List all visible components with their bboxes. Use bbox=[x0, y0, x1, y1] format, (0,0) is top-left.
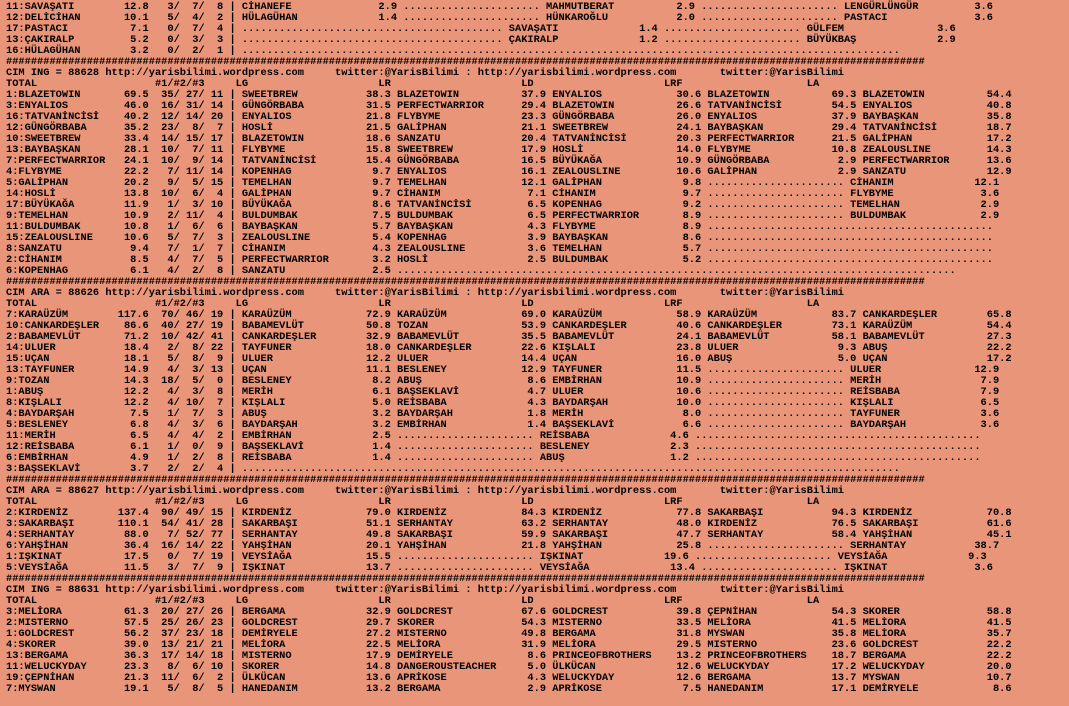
horse-stats-row: 2:MISTERNO 57.5 25/ 26/ 23 | GOLDCREST 29.7 SKORER 54.3 MISTERNO 33.5 MELİORA 41.5 MELİORA 41.5 bbox=[6, 617, 1012, 629]
horse-stats-row: 3:MELİORA 61.3 20/ 27/ 26 | BERGAMA 32.9 GOLDCREST 67.6 GOLDCREST 39.8 ÇEPNİHAN 54.3 SKORER 58.8 bbox=[6, 606, 1012, 618]
horse-stats-row: 6:YAHŞİHAN 36.4 16/ 14/ 22 | YAHŞİHAN 20.1 YAHŞİHAN 21.8 YAHŞİHAN 25.8 ...................... SERHANTAY 38.7 bbox=[6, 540, 1000, 552]
separator-line: #################################################################################################################################################### bbox=[6, 573, 925, 585]
horse-stats-row: 16:HÜLAGÜHAN 3.2 0/ 2/ 1 | .......................................................................................................... bbox=[6, 45, 900, 57]
horse-stats-row: 4:BAYDARŞAH 7.5 1/ 7/ 3 | ABUŞ 3.2 BAYDARŞAH 1.8 MERİH 8.0 ...................... TAYFUNER 3.6 bbox=[6, 408, 1000, 420]
horse-stats-row: 5:BESLENEY 6.8 4/ 3/ 6 | BAYDARŞAH 3.2 EMBİRHAN 1.4 BAŞSEKLAVİ 6.6 ...................... BAYDARŞAH 3.6 bbox=[6, 419, 1000, 431]
horse-stats-row: 7:PERFECTWARRIOR 24.1 10/ 9/ 14 | TATVANİNCİSİ 15.4 GÜNGÖRBABA 16.5 BÜYÜKAĞA 10.9 GÜNGÖRBABA 2.9 PERFECTWARRIOR 13.6 bbox=[6, 155, 1012, 167]
horse-stats-row: 11:SAVAŞATI 12.8 3/ 7/ 8 | CİHANEFE 2.9 ...................... MAHMUTBERAT 2.9 ...................... LENGÜRLÜNGÜR 3.6 bbox=[6, 1, 993, 13]
horse-stats-row: 7:MYSWAN 19.1 5/ 8/ 5 | HANEDANIM 13.2 BERGAMA 2.9 APRİKOSE 7.5 HANEDANIM 17.1 DEMİRYELE 8.6 bbox=[6, 683, 1012, 695]
race-header-line: CIM ARA = 88627 http://yarisbilimi.wordpress.com twitter:@YarisBilimi : http://yarisbilimi.wordpress.com twitter:@YarisBilimi bbox=[6, 485, 844, 497]
column-header-line: TOTAL #1/#2/#3 LG LR LD LRF LA bbox=[6, 496, 820, 508]
separator-line: #################################################################################################################################################### bbox=[6, 276, 925, 288]
horse-stats-row: 15:ZEALOUSLINE 10.6 5/ 7/ 3 | ZEALOUSLINE 5.4 KOPENHAG 3.9 BAYBAŞKAN 8.6 .............................................. bbox=[6, 232, 993, 244]
separator-line: #################################################################################################################################################### bbox=[6, 56, 925, 68]
horse-stats-row: 3:SAKARBAŞI 110.1 54/ 41/ 28 | SAKARBAŞI 51.1 SERHANTAY 63.2 SERHANTAY 48.0 KIRDENİZ 76.5 SAKARBAŞI 61.6 bbox=[6, 518, 1012, 530]
horse-stats-row: 1:GOLDCREST 56.2 37/ 23/ 18 | DEMİRYELE 27.2 MISTERNO 49.8 BERGAMA 31.8 MYSWAN 35.8 MELİORA 35.7 bbox=[6, 628, 1012, 640]
horse-stats-row: 2:BABAMEVLÜT 71.2 10/ 42/ 41 | CANKARDEŞLER 32.9 BABAMEVLÜT 35.5 BABAMEVLÜT 24.1 BABAMEVLÜT 58.1 BABAMEVLÜT 27.3 bbox=[6, 331, 1012, 343]
horse-stats-row: 12:REİSBABA 6.1 1/ 0/ 9 | BAŞSEKLAVİ 1.4 ...................... BESLENEY 2.3 .............................................. bbox=[6, 441, 981, 453]
horse-stats-row: 1:ABUŞ 12.2 4/ 3/ 8 | MERİH 6.1 BAŞSEKLAVİ 4.7 ULUER 10.6 ...................... REİSBABA 7.9 bbox=[6, 386, 1000, 398]
horse-stats-row: 5:GALİPHAN 20.2 9/ 5/ 15 | TEMELHAN 9.7 TEMELHAN 12.1 GALİPHAN 9.8 ...................... CİHANIM 12.1 bbox=[6, 177, 1000, 189]
horse-stats-row: 4:SKORER 39.0 13/ 21/ 21 | MELİORA 22.5 MELİORA 31.9 MELİORA 29.5 MISTERNO 23.6 GOLDCREST 22.2 bbox=[6, 639, 1012, 651]
horse-stats-row: 8:KIŞLALI 12.2 4/ 10/ 7 | KIŞLALI 5.0 REİSBABA 4.3 BAYDARŞAH 10.0 ...................... KIŞLALI 6.5 bbox=[6, 397, 1000, 409]
separator-line: #################################################################################################################################################### bbox=[6, 474, 925, 486]
race-header-line: CIM ARA = 88626 http://yarisbilimi.wordpress.com twitter:@YarisBilimi : http://yarisbilimi.wordpress.com twitter:@YarisBilimi bbox=[6, 287, 844, 299]
horse-stats-row: 14:HOSLİ 13.8 10/ 6/ 4 | GALİPHAN 9.7 CİHANIM 7.1 CİHANIM 9.7 ...................... FLYBYME 3.6 bbox=[6, 188, 1000, 200]
column-header-line: TOTAL #1/#2/#3 LG LR LD LRF LA bbox=[6, 78, 820, 90]
race-header-line: CIM ING = 88628 http://yarisbilimi.wordpress.com twitter:@YarisBilimi : http://yarisbilimi.wordpress.com twitter:@YarisBilimi bbox=[6, 67, 844, 79]
column-header-line: TOTAL #1/#2/#3 LG LR LD LRF LA bbox=[6, 595, 820, 607]
horse-stats-row: 10:CANKARDEŞLER 86.6 40/ 27/ 19 | BABAMEVLÜT 50.8 TOZAN 53.9 CANKARDEŞLER 40.6 CANKARDEŞLER 73.1 KARAÜZÜM 54.4 bbox=[6, 320, 1012, 332]
horse-stats-row: 13:BAYBAŞKAN 28.1 10/ 7/ 11 | FLYBYME 15.8 SWEETBREW 17.9 HOSLİ 14.0 FLYBYME 10.8 ZEALOUSLINE 14.3 bbox=[6, 144, 1012, 156]
horse-stats-row: 7:KARAÜZÜM 117.6 70/ 46/ 19 | KARAÜZÜM 72.9 KARAÜZÜM 69.0 KARAÜZÜM 58.9 KARAÜZÜM 83.7 CANKARDEŞLER 65.8 bbox=[6, 309, 1012, 321]
horse-stats-row: 1:IŞKINAT 17.5 0/ 7/ 19 | VEYSİAĞA 15.5 ...................... IŞKINAT 19.6 ...................... VEYSİAĞA 9.3 bbox=[6, 551, 987, 563]
horse-stats-row: 11:MERİH 6.5 4/ 4/ 2 | EMBİRHAN 2.5 ...................... REİSBABA 4.6 .............................................. bbox=[6, 430, 981, 442]
horse-stats-row: 9:TOZAN 14.3 18/ 5/ 0 | BESLENEY 8.2 ABUŞ 8.6 EMBİRHAN 10.9 ...................... MERİH 7.9 bbox=[6, 375, 1000, 387]
horse-stats-row: 5:VEYSİAĞA 11.5 3/ 7/ 9 | IŞKINAT 13.7 ...................... VEYSİAĞA 13.4 ...................... IŞKINAT 3.6 bbox=[6, 562, 993, 574]
horse-stats-row: 2:KIRDENİZ 137.4 90/ 49/ 15 | KIRDENİZ 79.0 KIRDENİZ 84.3 KIRDENİZ 77.8 SAKARBAŞI 94.3 KIRDENİZ 70.8 bbox=[6, 507, 1012, 519]
horse-stats-row: 17:PASTACI 7.1 0/ 7/ 4 | .......................................... SAVAŞATI 1.4 ...................... GÜLFEM 3.6 bbox=[6, 23, 956, 35]
horse-stats-row: 13:ÇAKIRALP 5.2 0/ 3/ 3 | .......................................... ÇAKIRALP 1.2 ...................... BÜYÜKBAŞ 2.9 bbox=[6, 34, 956, 46]
horse-stats-row: 2:CİHANIM 8.5 4/ 7/ 5 | PERFECTWARRIOR 3.2 HOSLİ 2.5 BULDUMBAK 5.2 .............................................. bbox=[6, 254, 993, 266]
horse-stats-row: 6:EMBİRHAN 4.9 1/ 2/ 8 | REİSBABA 1.4 ...................... ABUŞ 1.2 .............................................. bbox=[6, 452, 981, 464]
horse-stats-row: 3:BAŞSEKLAVİ 3.7 2/ 2/ 4 | .......................................................................................................... bbox=[6, 463, 900, 475]
horse-stats-row: 13:TAYFUNER 14.9 4/ 3/ 13 | UÇAN 11.1 BESLENEY 12.9 TAYFUNER 11.5 ...................... ULUER 12.9 bbox=[6, 364, 1000, 376]
race-header-line: CIM ING = 88631 http://yarisbilimi.wordpress.com twitter:@YarisBilimi : http://yarisbilimi.wordpress.com twitter:@YarisBilimi bbox=[6, 584, 844, 596]
horse-stats-row: 10:SWEETBREW 33.4 14/ 15/ 17 | BLAZETOWIN 18.6 SANZATU 20.4 TATVANİNCİSİ 20.3 PERFECTWARRIOR 21.5 GALİPHAN 17.2 bbox=[6, 133, 1012, 145]
horse-stats-row: 8:SANZATU 9.4 7/ 1/ 7 | CİHANIM 4.3 ZEALOUSLINE 3.6 TEMELHAN 5.7 .............................................. bbox=[6, 243, 993, 255]
horse-stats-row: 3:ENYALIOS 46.0 16/ 31/ 14 | GÜNGÖRBABA 31.5 PERFECTWARRIOR 29.4 BLAZETOWIN 26.6 TATVANİNCİSİ 54.5 ENYALIOS 40.8 bbox=[6, 100, 1012, 112]
horse-stats-row: 16:TATVANİNCİSİ 40.2 12/ 14/ 20 | ENYALIOS 21.8 FLYBYME 23.3 GÜNGÖRBABA 26.0 ENYALIOS 37.9 BAYBAŞKAN 35.8 bbox=[6, 111, 1012, 123]
horse-stats-row: 1:BLAZETOWIN 69.5 35/ 27/ 11 | SWEETBREW 38.3 BLAZETOWIN 37.9 ENYALIOS 30.6 BLAZETOWIN 69.3 BLAZETOWIN 54.4 bbox=[6, 89, 1012, 101]
horse-stats-row: 14:ULUER 18.4 2/ 8/ 22 | TAYFUNER 18.0 CANKARDEŞLER 22.6 KIŞLALI 23.8 ULUER 9.3 ABUŞ 22.2 bbox=[6, 342, 1012, 354]
horse-stats-row: 12:DELİCİHAN 10.1 5/ 4/ 2 | HÜLAGÜHAN 1.4 ...................... HÜNKAROĞLU 2.0 ...................... PASTACI 3.6 bbox=[6, 12, 993, 24]
horse-stats-row: 4:FLYBYME 22.2 7/ 11/ 14 | KOPENHAG 9.7 ENYALIOS 16.1 ZEALOUSLINE 10.6 GALİPHAN 2.9 SANZATU 12.9 bbox=[6, 166, 1012, 178]
horse-stats-row: 11:BULDUMBAK 10.8 1/ 6/ 6 | BAYBAŞKAN 5.7 BAYBAŞKAN 4.3 FLYBYME 8.9 .............................................. bbox=[6, 221, 993, 233]
horse-stats-row: 6:KOPENHAG 6.1 4/ 2/ 8 | SANZATU 2.5 .......................................................................................... bbox=[6, 265, 956, 277]
horse-stats-row: 4:SERHANTAY 88.0 7/ 52/ 77 | SERHANTAY 49.8 SAKARBAŞI 59.9 SAKARBAŞI 47.7 SERHANTAY 58.4 YAHŞİHAN 45.1 bbox=[6, 529, 1012, 541]
horse-stats-row: 12:GÜNGÖRBABA 35.2 23/ 8/ 7 | HOSLİ 21.5 GALİPHAN 21.1 SWEETBREW 24.1 BAYBAŞKAN 29.4 TATVANİNCİSİ 18.7 bbox=[6, 122, 1012, 134]
horse-stats-row: 19:ÇEPNİHAN 21.3 11/ 6/ 2 | ÜLKÜCAN 13.6 APRİKOSE 4.3 WELUCKYDAY 12.6 BERGAMA 13.7 MYSWAN 10.7 bbox=[6, 672, 1012, 684]
horse-stats-row: 11:WELUCKYDAY 23.3 8/ 6/ 10 | SKORER 14.8 DANGEROUSTEACHER 5.0 ÜLKÜCAN 12.6 WELUCKYDAY 17.2 WELUCKYDAY 20.0 bbox=[6, 661, 1012, 673]
horse-stats-row: 9:TEMELHAN 10.9 2/ 11/ 4 | BULDUMBAK 7.5 BULDUMBAK 6.5 PERFECTWARRIOR 8.9 ...................... BULDUMBAK 2.9 bbox=[6, 210, 1000, 222]
column-header-line: TOTAL #1/#2/#3 LG LR LD LRF LA bbox=[6, 298, 820, 310]
horse-stats-row: 13:BERGAMA 36.3 17/ 14/ 18 | MISTERNO 17.9 DEMİRYELE 8.6 PRINCEOFBROTHERS 13.2 PRINCEOFBROTHERS 18.7 BERGAMA 22.2 bbox=[6, 650, 1012, 662]
horse-stats-row: 15:UÇAN 18.1 5/ 8/ 9 | ULUER 12.2 ULUER 14.4 UÇAN 16.0 ABUŞ 5.0 UÇAN 17.2 bbox=[6, 353, 1012, 365]
horse-stats-row: 17:BÜYÜKAĞA 11.9 1/ 3/ 10 | BÜYÜKAĞA 8.6 TATVANİNCİSİ 6.5 KOPENHAG 9.2 ...................... TEMELHAN 2.9 bbox=[6, 199, 1000, 211]
